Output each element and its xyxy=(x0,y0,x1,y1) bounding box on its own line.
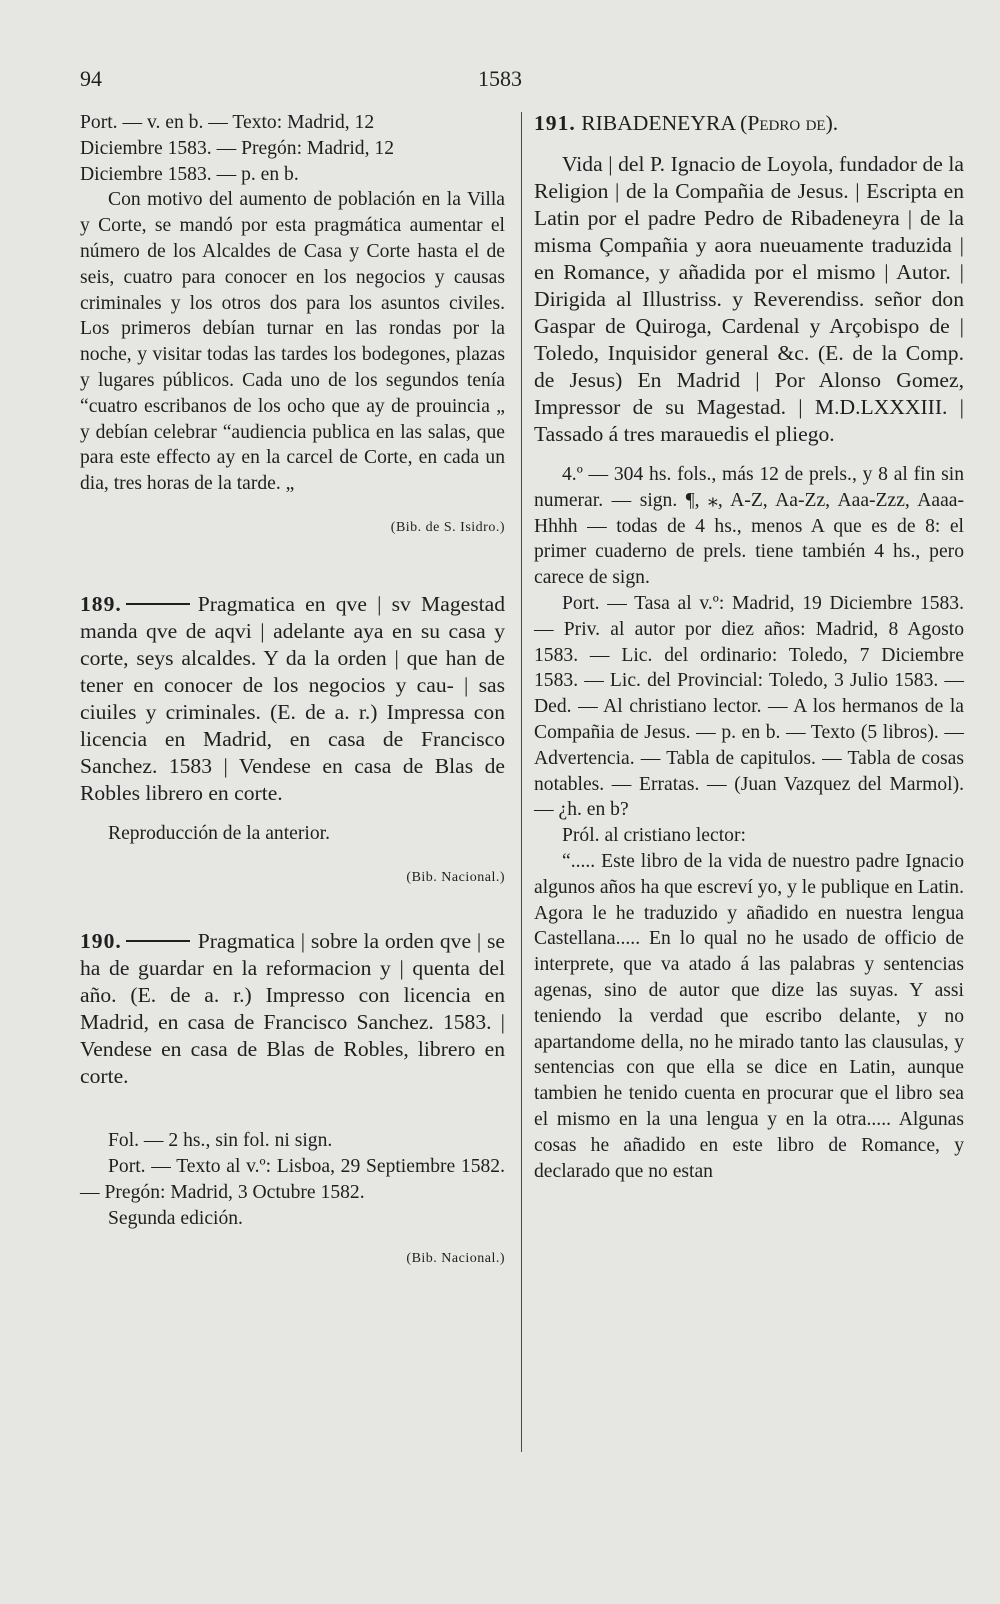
library-location: (Bib. Nacional.) xyxy=(406,869,505,885)
physical-description: Fol. — 2 hs., sin fol. ni sign. xyxy=(108,1130,333,1152)
entry-title: Pragmatica en qve | sv Magestad manda qve de aqvi | adelante aya en su casa y corte, seys alcaldes. Y da la orden | que han de tener en conocer de los negocios y cau- | sas ciuiles y criminales. (E. de a. r.) Impressa con licencia en Madrid, en casa de Francisco Sanchez. 1583 | Vendese en casa de Blas de Robles librero en corte. xyxy=(80,591,505,805)
intro-line: Port. — v. en b. — Texto: Madrid, 12 xyxy=(80,112,375,133)
column-divider xyxy=(521,112,522,1452)
entry-note: Reproducción de la anterior. xyxy=(108,822,330,844)
entry-author: RIBADENEYRA (Pedro de). xyxy=(581,111,839,135)
commentary-paragraph: Con motivo del aumento de población en la Villa y Corte, se mandó por esta pragmática aumentar el número de los Alcaldes de Casa y Corte hasta el de seis, cuatro para conocer en los negocios y causas criminales y los otros dos para los asuntos civiles. Los primeros debían turnar en las rondas por la noche, y visitar todas las tardes los bodegones, plazas y lugares públicos. Cada uno de los segundos tenía “cuatro escribanos de los ocho que ay de prouincia „ y debían celebrar “audiencia publica en las salas, que para este effecto ay en la carcel de Corte, en cada un dia, tres horas de la tarde. „ xyxy=(80,189,505,495)
contents-description: Port. — Texto al v.º: Lisboa, 29 Septiembre 1582. — Pregón: Madrid, 3 Octubre 1582. xyxy=(80,1156,505,1203)
entry-title: Pragmatica | sobre la orden qve | se ha de guardar en la reformacion y | quenta del año. (E. de a. r.) Impresso con licencia en Madrid, en casa de Francisco Sanchez. 1583. | Vendese en casa de Blas de Robles, librero en corte. xyxy=(80,929,505,1089)
edition-note: Segunda edición. xyxy=(108,1207,243,1229)
intro-line: Diciembre 1583. — Pregón: Madrid, 12 xyxy=(80,137,394,159)
entry-190 xyxy=(80,928,505,1090)
prologue-heading: Pról. al cristiano lector: xyxy=(562,825,746,847)
em-rule xyxy=(126,940,190,942)
intro-line: Diciembre 1583. — p. en b. xyxy=(80,163,299,185)
library-location: (Bib. de S. Isidro.) xyxy=(390,519,505,535)
library-location: (Bib. Nacional.) xyxy=(406,1250,505,1266)
entry-189 xyxy=(80,591,505,807)
entry-number: 189. xyxy=(80,591,122,616)
em-rule xyxy=(126,603,190,605)
entry-number: 191. xyxy=(534,111,576,135)
left-column xyxy=(80,110,505,1271)
entry-191-heading xyxy=(534,110,964,137)
entry-title: Vida | del P. Ignacio de Loyola, fundador de la Religion | de la Compañia de Jesus. | Escripta en Latin por el padre Pedro de Ribadeneyra | de la misma Çompañia y aora nueuamente traduzida | en Romance, y añadida por el mismo | Autor. | Dirigida al Illustriss. y Reverendiss. señor don Gaspar de Quiroga, Cardenal y Arçobispo de | Toledo, Inquisidor general &c. (E. de la Comp. de Jesus) En Madrid | Por Alonso Gomez, Impressor de su Magestad. | M.D.LXXXIII. | Tassado á tres marauedis el pliego. xyxy=(534,152,964,446)
entry-number: 190. xyxy=(80,929,122,954)
page-number: 94 xyxy=(80,66,102,91)
running-title: 1583 xyxy=(478,66,522,91)
right-column xyxy=(534,110,964,1184)
contents-description: Port. — Tasa al v.º: Madrid, 19 Diciembre 1583. — Priv. al autor por diez años: Madrid, 8 Agosto 1583. — Lic. del ordinario: Toledo, 7 Diciembre 1583. — Lic. del Provincial: Toledo, 3 Julio 1583. — Ded. — Al christiano lector. — A los hermanos de la Compañia de Jesus. — p. en b. — Texto (5 libros). — Advertencia. — Tabla de capitulos. — Tabla de cosas notables. — Erratas. — (Juan Vazquez del Marmol). — ¿h. en b? xyxy=(534,592,964,821)
collation: 4.º — 304 hs. fols., más 12 de prels., y 8 al fin sin numerar. — sign. ¶, ⁎, A-Z, Aa-Zz, Aaa-Zzz, Aaaa-Hhhh — todas de 4 hs., menos A que es de 8: el primer cuaderno de prels. tiene también 4 hs., pero carece de sign. xyxy=(534,464,964,589)
prologue-quote: “..... Este libro de la vida de nuestro padre Ignacio algunos años ha que escreví yo, y le publique en Latin. Agora le he traduzido y añadido en nuestra lengua Castellana..... En lo qual no he usado de officio de interprete, que va atado á las palabras y sentencias agenas, sino de autor que dize las suyas. Y assi teniendo la verdad que escribo delante, y no apartandome della, no he mirado tanto las clausulas, y sentencias con que ella se dice en Latin, aunque tambien he tenido cuenta en procurar que el libro sea el mismo en la una lengua y en la otra..... Algunas cosas he añadido en este libro de Romance, y declarado que no estan xyxy=(534,850,964,1182)
